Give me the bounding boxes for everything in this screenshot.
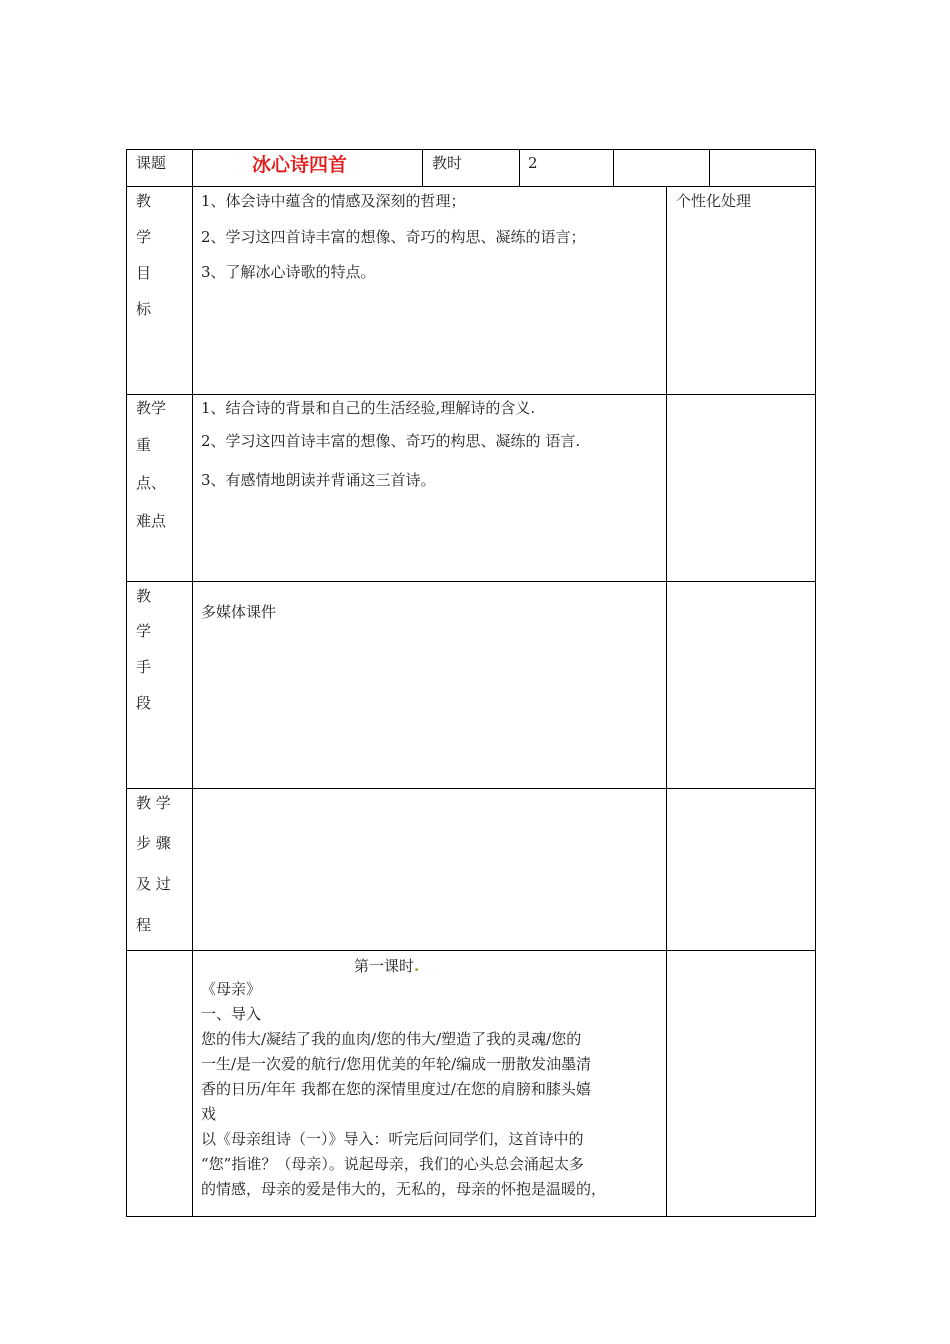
steps-label-2: 步 骤	[136, 834, 171, 852]
keypoints-label-1: 教学	[136, 399, 167, 417]
keypoints-label-3: 点、	[136, 474, 167, 492]
means-label-3: 手	[136, 658, 152, 676]
personalization-header: 个性化处理	[676, 192, 752, 210]
objective-item: 2、学习这四首诗丰富的想像、奇巧的构思、凝练的语言；	[201, 228, 586, 246]
periods-value: 2	[528, 154, 538, 172]
objective-item: 3、了解冰心诗歌的特点。	[201, 263, 376, 281]
objectives-label-2: 学	[136, 228, 152, 246]
keypoint-item: 2、学习这四首诗丰富的想像、奇巧的构思、凝练的 语言.	[201, 432, 581, 450]
means-label-1: 教	[136, 587, 152, 605]
means-label-2: 学	[136, 622, 152, 640]
keypoints-label-2: 重	[136, 436, 152, 454]
lesson-line: 您的伟大/凝结了我的血肉/您的伟大/塑造了我的灵魂/您的	[201, 1030, 582, 1048]
steps-label-3: 及 过	[136, 875, 171, 893]
keypoint-item: 1、结合诗的背景和自己的生活经验,理解诗的含义.	[201, 399, 536, 417]
keypoint-item: 3、有感情地朗读并背诵这三首诗。	[201, 471, 436, 489]
lesson-line: 香的日历/年年 我都在您的深情里度过/在您的肩膀和膝头嬉	[201, 1080, 591, 1098]
lesson-heading-text: 第一课时	[354, 957, 415, 975]
means-content: 多媒体课件	[201, 603, 277, 621]
means-label-4: 段	[136, 694, 152, 712]
subject-label: 课题	[136, 154, 167, 172]
steps-label-1: 教 学	[136, 794, 171, 812]
objectives-label-4: 标	[136, 300, 152, 318]
lesson-line: 以《母亲组诗（一）》导入：听完后问同学们，这首诗中的	[201, 1130, 584, 1148]
lesson-line: 《母亲》	[201, 980, 262, 998]
page-title: 冰心诗四首	[252, 154, 348, 176]
lesson-line: “您”指谁？（母亲）。说起母亲，我们的心头总会涌起太多	[201, 1155, 584, 1173]
steps-label-4: 程	[136, 916, 152, 934]
lesson-heading	[354, 957, 419, 975]
lesson-line: 的情感，母亲的爱是伟大的，无私的，母亲的怀抱是温暖的，	[201, 1180, 607, 1198]
objectives-label-1: 教	[136, 192, 152, 210]
objective-item: 1、体会诗中蕴含的情感及深刻的哲理；	[201, 192, 466, 210]
lesson-line: 一生/是一次爱的航行/您用优美的年轮/编成一册散发油墨清	[201, 1055, 592, 1073]
lesson-line: 一、导入	[201, 1005, 262, 1023]
lesson-heading-mark: .	[414, 957, 420, 975]
objectives-label-3: 目	[136, 264, 152, 282]
keypoints-label-4: 难点	[136, 512, 167, 530]
lesson-line: 戏	[201, 1105, 217, 1123]
periods-label: 教时	[432, 154, 463, 172]
